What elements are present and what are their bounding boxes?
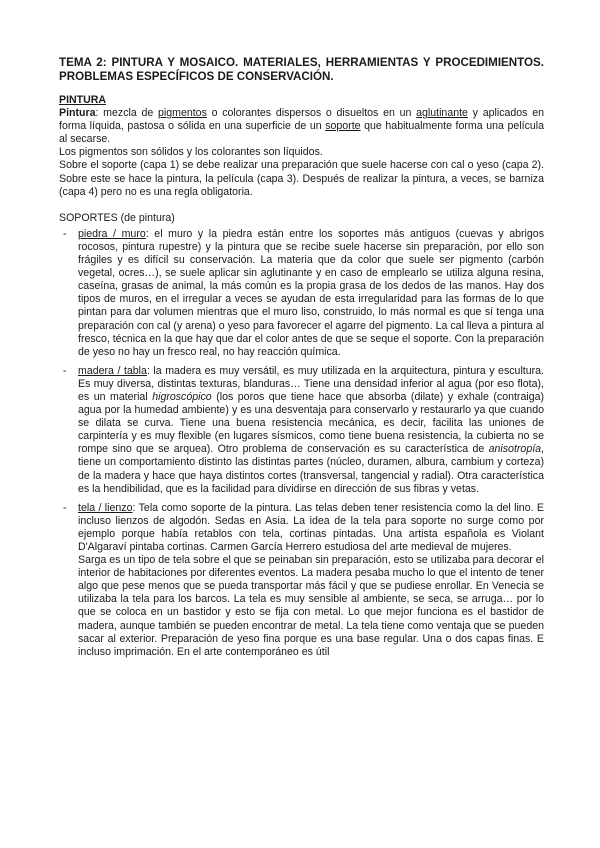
list-item-text — [78, 365, 544, 496]
list-dash: - — [63, 364, 67, 377]
section-heading-soportes: SOPORTES (de pintura) — [59, 211, 175, 224]
paragraph-pigmentos: Los pigmentos son sólidos y los colorantes son líquidos. — [59, 146, 323, 159]
madera-text-1: : la madera es muy versátil, es muy utilizada en la arquitectura, pintura y escultura. Es muy diversa, distintas texturas, blanduras… Tiene una densidad inferior al agua (por eso flota), es un material — [78, 364, 544, 403]
soportes-list — [59, 228, 544, 659]
tela-text: : Tela como soporte de la pintura. Las telas deben tener resistencia como la del lino. E incluso lienzos de algodón. Sedas en Asia. La idea de la tela para soporte no surge como por ejemplo porque había retablos con tela, cortinas pintadas. Una artista española es Violant D'Algaraví pintaba cortinas. Carmen García Herrero estudiosa del arte medieval de mujeres. — [78, 501, 544, 553]
madera-text-3: , tiene un comportamiento distinto las distintas partes (núcleo, duramen, albura, cambium y corteza) de la madera y hace que haya distintos cortes (transversal, tangencial y radial). Otra característica es la hendibilidad, que es la facilidad para dividirse en dirección de sus fibras y vetas. — [78, 443, 544, 495]
definition-text-1: : mezcla de — [95, 107, 158, 120]
paragraph-capas: Sobre el soporte (capa 1) se debe realizar una preparación que suele hacerse con cal o yeso (capa 2). Sobre este se hace la pintura, la película (capa 3). Después de realizar la pintura, a veces, se barniza (capa 4) pero no es una regla obligatoria. — [59, 159, 544, 198]
pintura-definition — [59, 107, 544, 146]
list-dash: - — [63, 227, 67, 240]
term-madera-tabla: madera / tabla — [78, 364, 147, 377]
tela-paragraph-2: Sarga es un tipo de tela sobre el que se peinaban sin preparación, esto se utilizaba para decorar el interior de habitaciones por diferentes eventos. La madera pesaba mucho lo que el intento de tener algo que pese menos que se pueda transportar más fácil y que se pudiese enrollar. En Venecia se utilizaba la tela para los barcos. La tela es muy sensible al ambiente, se seca, se arruga… por lo que se coloca en un bastidor y esto se fija con metal. Lo que mejor funciona es el bastidor de madera, aunque también se pueden encontrar de metal. La tela tiene como ventaja que se pueden sacar al exterior. Preparación de yeso fina porque es una base regular. Una o dos capas finas. E incluso imprimación. En el arte contemporáneo es útil — [78, 554, 544, 658]
piedra-muro-text: : el muro y la piedra están entre los soportes más antiguos (cuevas y abrigos rocosos, pintura rupestre) y la pintura que se recibe suele hacerse sin preparación, por ello son frágiles y es difícil su conservación. La materia que da color que suele ser pigmento (carbón vegetal, ocres…), se suele aplicar sin aglutinante y en caso de emplearlo se utiliza alguna resina, caseína, grasas de animal, la más común es la propia grasa de los dedos de las manos. Hay dos tipos de muros, en el irregular a veces se ayudan de esta irregularidad para las formas de lo que pintan para dar volumen mientras que el muro liso, construido, lo más normal es que sí tenga una preparación con cal (y arena) o yeso para favorecer el agarre del pigmento. La cal lleva a pintura al fresco, técnica en la que hay que dar el color antes de que se seque el soporte. Con la preparación de yeso no hay un fresco real, no hay reacción química. — [78, 227, 544, 358]
definition-text-2: o colorantes dispersos o disueltos en un — [206, 107, 417, 120]
list-item-text — [78, 228, 544, 359]
definition-text-3: y aplicados en forma líquida, pastosa o sólida en una superficie de un — [59, 107, 544, 133]
list-item-tela-lienzo — [59, 502, 544, 659]
document-page — [59, 56, 544, 665]
term-soporte: soporte — [325, 120, 361, 133]
document-title: TEMA 2: PINTURA Y MOSAICO. MATERIALES, HERRAMIENTAS Y PROCEDIMIENTOS. PROBLEMAS ESPECÍFICOS DE CONSERVACIÓN. — [59, 56, 544, 83]
list-dash: - — [63, 501, 67, 514]
term-tela-lienzo: tela / lienzo — [78, 501, 133, 514]
term-pintura: Pintura — [59, 107, 96, 120]
term-piedra-muro: piedra / muro — [78, 227, 146, 240]
term-pigmentos: pigmentos — [157, 107, 207, 120]
list-item-piedra-muro — [59, 228, 544, 359]
list-item-madera-tabla — [59, 365, 544, 496]
madera-text-2: (los poros que tiene hace que absorba (dilate) y exhale (contraiga) agua por la humedad ambiente) y es una desventaja para conservarlo y restaurarlo ya que cuando se dilata se curva. Tiene una buena resistencia mecánica, es decir, facilita las uniones de carpintería y es muy flexible (en lugares sísmicos, como tiene buena resistencia, la cubierta no se rompe sino que se arquea). Otro problema de conservación es su característica de — [78, 390, 545, 456]
term-aglutinante: aglutinante — [416, 107, 468, 120]
spacer — [59, 199, 544, 212]
section-heading-pintura: PINTURA — [59, 94, 107, 106]
term-anisotropia: anisotropía — [488, 443, 542, 456]
list-item-text — [78, 502, 544, 554]
term-higroscopico: higroscópico — [152, 390, 212, 403]
definition-text-4: que habitualmente forma una película al secarse. — [59, 120, 544, 146]
